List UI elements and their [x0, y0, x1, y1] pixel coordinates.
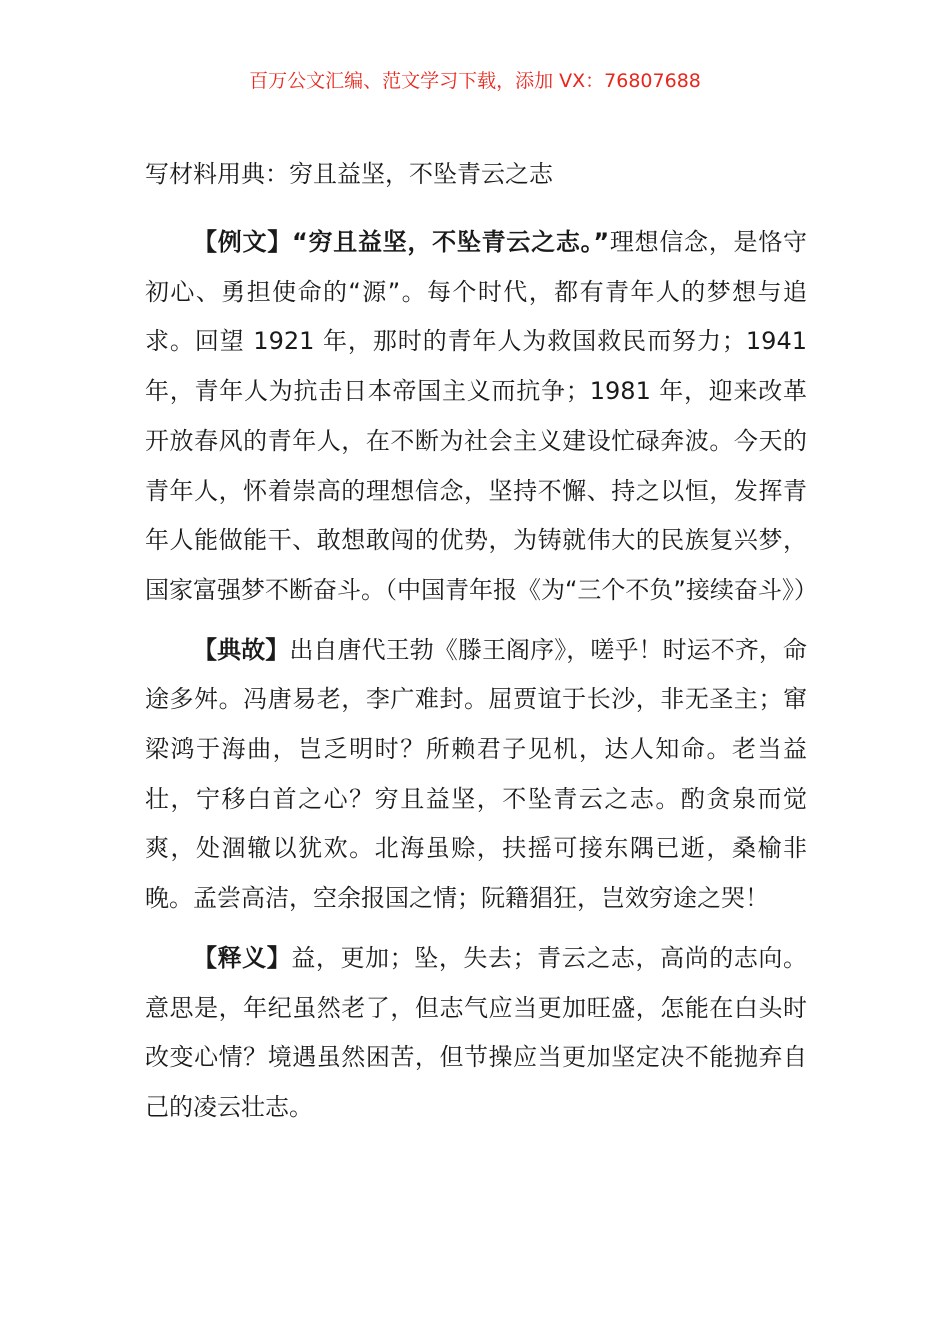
document-body [145, 218, 818, 1143]
header-banner: 百万公文汇编、范文学习下载，添加 VX：76807688 [249, 70, 701, 92]
example-text: 理想信念，是恪守初心、勇担使命的“源”。每个时代，都有青年人的梦想与追求。回望 1921 年，那时的青年人为救国救民而努力；1941 年，青年人为抗击日本帝国主义而抗争；1981 年，迎来改革开放春风的青年人，在不断为社会主义建设忙碌奔波。今天的青年人，怀着崇高的理想信念，坚持不懈、持之以恒，发挥青年人能做能干、敢想敢闯的优势，为铸就伟大的民族复兴梦，国家富强梦不断奋斗。（中国青年报《为“三个不负”接续奋斗》） [145, 228, 818, 604]
example-label: 【例文】 [193, 228, 292, 256]
meaning-text: 益，更加；坠，失去；青云之志，高尚的志向。意思是，年纪虽然老了，但志气应当更加旺盛，怎能在白头时改变心情？境遇虽然困苦，但节操应当更加坚定决不能抛弃自己的凌云壮志。 [145, 943, 808, 1121]
example-quote: “穷且益坚，不坠青云之志。” [291, 228, 610, 256]
document-title: 写材料用典：穷且益坚，不坠青云之志 [145, 160, 553, 188]
allusion-label: 【典故】 [193, 635, 290, 664]
meaning-label: 【释义】 [193, 943, 292, 972]
meaning-paragraph [145, 934, 807, 1133]
allusion-text: 出自唐代王勃《滕王阁序》，嗟乎！时运不齐，命途多舛。冯唐易老，李广难封。屈贾谊于长沙，非无圣主；窜梁鸿于海曲，岂乏明时？所赖君子见机，达人知命。老当益壮，宁移白首之心？穷且益坚，不坠青云之志。酌贪泉而觉爽，处涸辙以犹欢。北海虽赊，扶摇可接东隅已逝，桑榆非晚。孟尝高洁，空余报国之情；阮籍猖狂，岂效穷途之哭！ [145, 635, 808, 913]
example-paragraph [145, 218, 818, 616]
allusion-paragraph [145, 626, 807, 924]
